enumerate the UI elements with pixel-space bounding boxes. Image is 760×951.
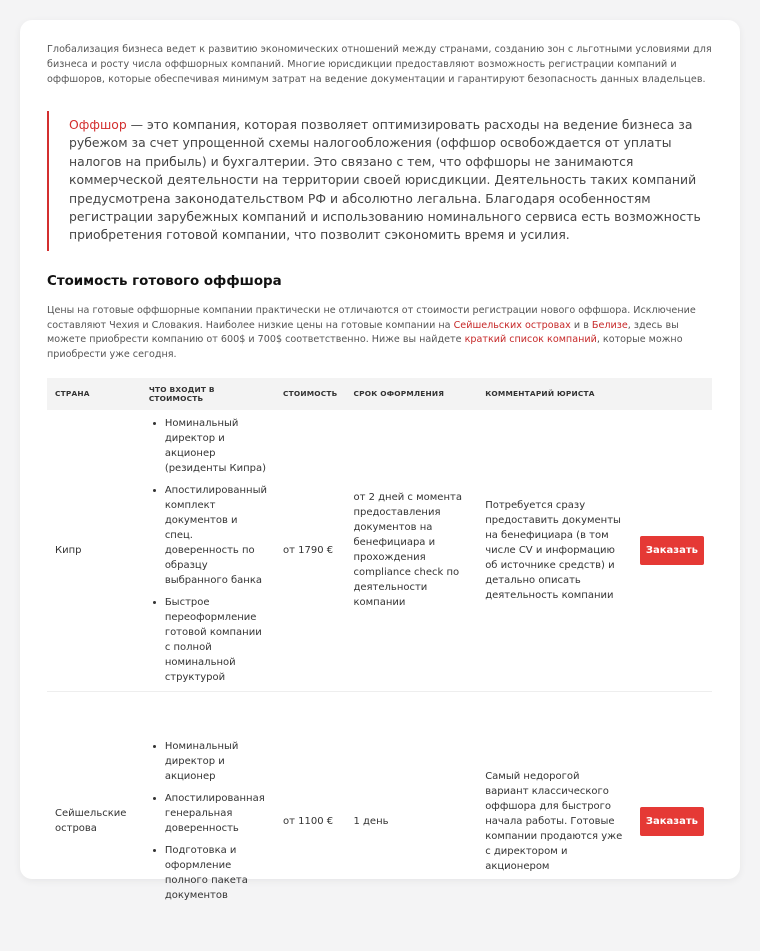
cell-includes [141, 410, 275, 692]
list-item: • Апостилированная генеральная доверенность [165, 791, 267, 836]
cell-country: Сейшельские острова [55, 808, 127, 835]
list-item: • Быстрое переоформление готовой компании с полной номинальной структурой [165, 595, 267, 685]
header-includes: ЧТО ВХОДИТ В СТОИМОСТЬ [141, 378, 275, 410]
order-button[interactable]: Заказать [640, 807, 704, 836]
list-item: • Номинальный директор и акционер [165, 739, 267, 784]
list-item: • Номинальный директор и акционер (резиденты Кипра) [165, 416, 267, 476]
prices-text-4: , которые можно приобрести уже сегодня. [47, 334, 683, 360]
prices-text-1: Цены на готовые оффшорные компании практически не отличаются от стоимости регистрации нового оффшора. Исключение составляют Чехия и Словакия. Наиболее низкие цены на готовые компании на [47, 304, 696, 331]
cell-term: от 2 дней с момента предоставления документов на бенефициара и прохождения compliance check по деятельности компании [345, 410, 477, 692]
list-item: • Апостилированный комплект документов и спец. доверенность по образцу выбранного банка [165, 483, 267, 588]
cell-country: Кипр [47, 410, 141, 692]
cell-action [632, 691, 712, 951]
cell-comment: Самый недорогой вариант классического оффшора для быстрого начала работы. Готовые компании продаются уже с директором и акционером [485, 770, 623, 872]
prices-text-2: и в [570, 319, 592, 331]
article-content [47, 42, 712, 951]
header-action [632, 378, 712, 410]
cell-comment: Потребуется сразу предоставить документы на бенефициара (в том числе CV и информацию об источнике средств) и детально описать деятельность компании [477, 410, 632, 692]
cell-includes [141, 691, 275, 951]
includes-list [149, 416, 267, 685]
header-comment: КОММЕНТАРИЙ ЮРИСТА [477, 378, 632, 410]
prices-paragraph [47, 304, 712, 363]
table-row [47, 410, 712, 692]
company-list-link[interactable]: краткий список компаний [464, 334, 597, 346]
header-term: СРОК ОФОРМЛЕНИЯ [345, 378, 477, 410]
seychelles-link[interactable]: Сейшельских островах [453, 319, 571, 331]
header-country: СТРАНА [47, 378, 141, 410]
cell-action [632, 410, 712, 692]
intro-paragraph: Глобализация бизнеса ведет к развитию экономических отношений между странами, созданию зон с льготными условиями для бизнеса и росту числа оффшорных компаний. Многие юрисдикции предоставляют возможность регистрации компаний и оффшоров, которые обеспечивая минимум затрат на ведение документации и гарантируют безопасность данных владельцев. [47, 44, 712, 85]
prices-text-3: , здесь вы можете приобрести компанию от 600$ и 700$ соответственно. Ниже вы найдете [47, 319, 679, 346]
order-button[interactable]: Заказать [640, 536, 704, 565]
content-card [20, 20, 740, 902]
quote-text: — это компания, которая позволяет оптимизировать расходы на ведение бизнеса за рубежом за счет упрощенной схемы налогообложения (оффшор освобождается от уплаты налогов на прибыль) и бухгалтерии. Это связано с тем, что оффшоры не занимаются коммерческой деятельности на территории своей юрисдикции. Деятельность таких компаний предусмотрена законодательством РФ и абсолютно легальна. Благодаря особенностям регистрации зарубежных компаний и использованию номинального сервиса есть возможность приобретения готовой компании, что позволит сэкономить время и усилия. [69, 117, 701, 243]
section-heading: Стоимость готового оффшора [47, 273, 282, 289]
cell-price: от 1100 € [282, 815, 334, 827]
offshore-price-table [47, 378, 712, 951]
includes-list [149, 739, 267, 903]
quote-term: Оффшор [69, 117, 127, 132]
belize-link[interactable]: Белизе [591, 319, 628, 331]
definition-quote [47, 111, 709, 251]
list-item: • Подготовка и оформление полного пакета документов [165, 843, 267, 903]
header-price: СТОИМОСТЬ [275, 378, 345, 410]
table-row [47, 691, 712, 951]
table-header-row [47, 378, 712, 410]
cell-term: 1 день [353, 815, 389, 827]
cell-price: от 1790 € [275, 410, 345, 692]
